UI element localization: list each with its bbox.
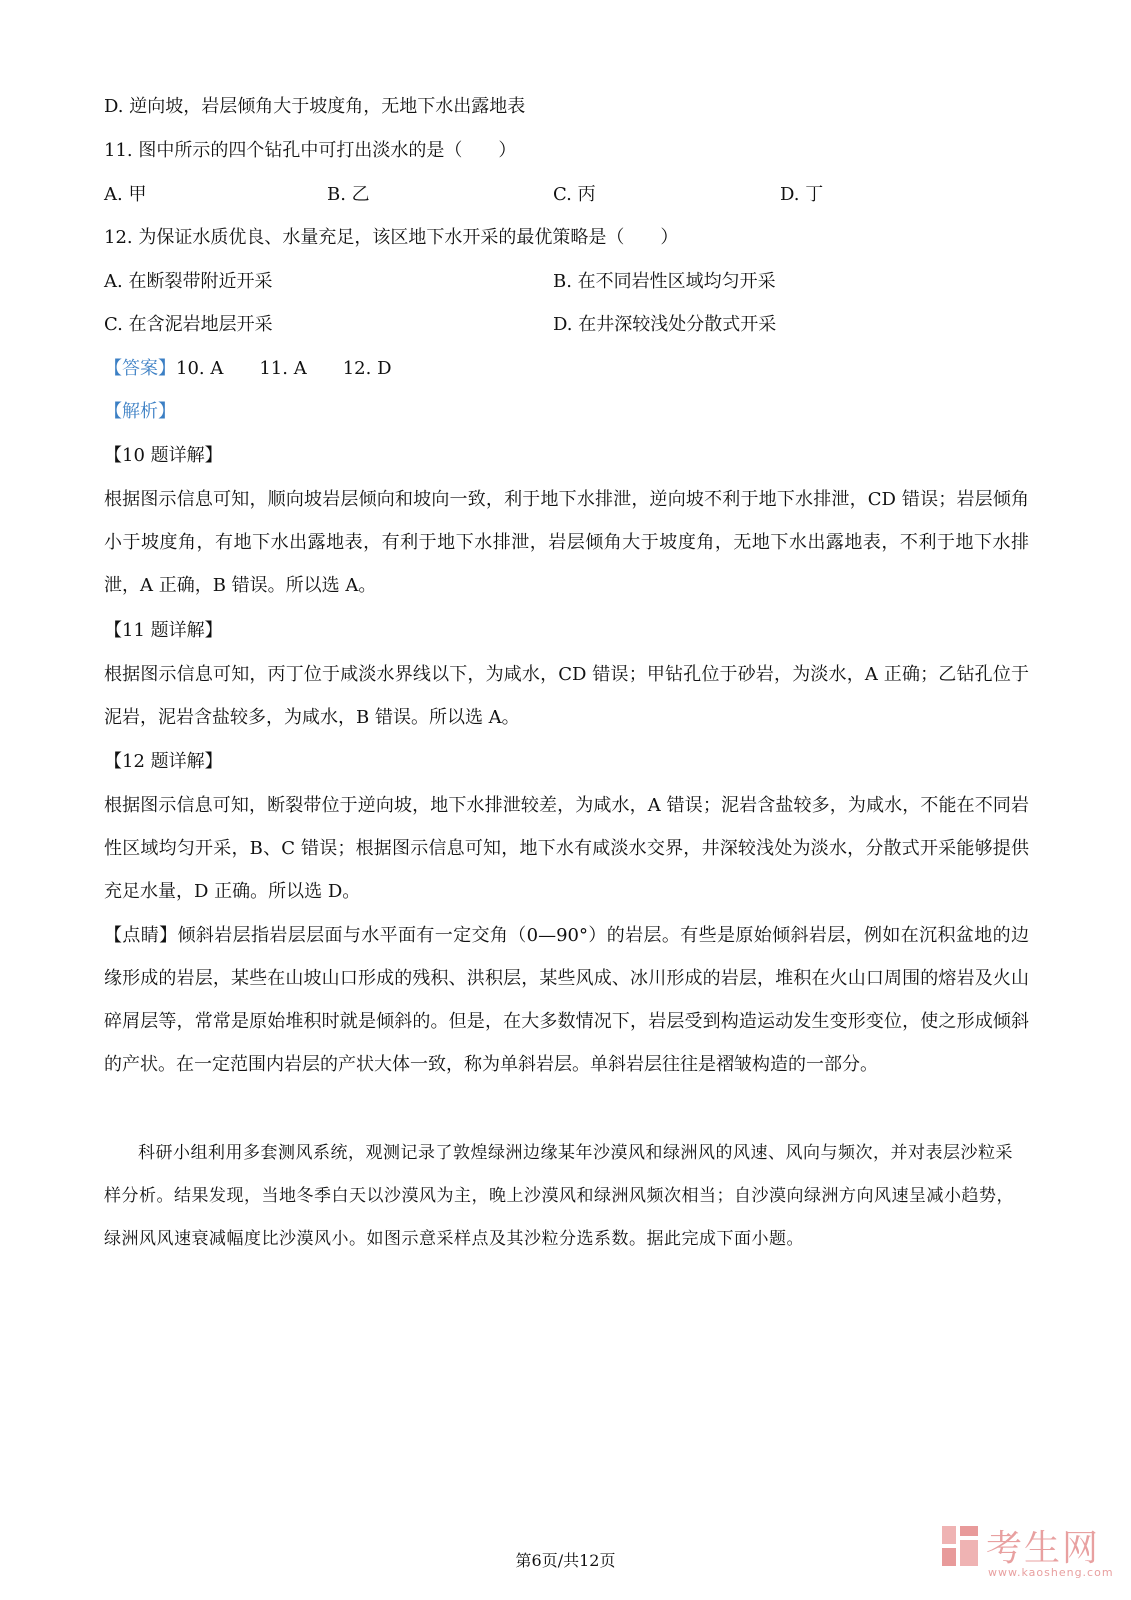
answer-item: 10. A <box>176 358 224 379</box>
q11-option-b: B. 乙 <box>327 184 370 205</box>
tip-label: 【点睛】 <box>104 925 178 946</box>
detail11-title: 【11 题详解】 <box>104 620 223 641</box>
q11-option-d: D. 丁 <box>780 184 824 205</box>
watermark-url: www.kaosheng.com <box>988 1566 1114 1579</box>
analysis-label: 【解析】 <box>104 401 176 422</box>
answer-line <box>104 357 392 381</box>
answer-item: 11. A <box>259 358 307 379</box>
q10-option-d: D. 逆向坡，岩层倾角大于坡度角，无地下水出露地表 <box>104 96 526 117</box>
watermark-text: 考生网 <box>986 1528 1101 1569</box>
q11-option-c: C. 丙 <box>553 184 596 205</box>
detail10-title: 【10 题详解】 <box>104 445 223 466</box>
watermark <box>940 1518 1114 1588</box>
q12-option-b: B. 在不同岩性区域均匀开采 <box>553 271 776 292</box>
tip-body: 倾斜岩层指岩层层面与水平面有一定交角（0—90°）的岩层。有些是原始倾斜岩层，例如在沉积盆地的边缘形成的岩层，某些在山坡山口形成的残积、洪积层，某些风成、冰川形成的岩层，堆积在火山口周围的熔岩及火山碎屑层等，常常是原始堆积时就是倾斜的。但是，在大多数情况下，岩层受到构造运动发生变形变位，使之形成倾斜的产状。在一定范围内岩层的产状大体一致，称为单斜岩层。单斜岩层往往是褶皱构造的一部分。 <box>104 925 1030 1075</box>
detail12-body: 根据图示信息可知，断裂带位于逆向坡，地下水排泄较差，为咸水，A 错误；泥岩含盐较多，为咸水，不能在不同岩性区域均匀开采，B、C 错误；根据图示信息可知，地下水有咸淡水交界，井深较浅处为淡水，分散式开采能够提供充足水量，D 正确。所以选 D。 <box>104 795 1029 902</box>
q12-stem: 12. 为保证水质优良、水量充足，该区地下水开采的最优策略是（ ） <box>104 227 679 248</box>
tip-paragraph <box>104 914 1029 1086</box>
q11-option-a: A. 甲 <box>104 184 147 205</box>
q12-option-d: D. 在井深较浅处分散式开采 <box>553 314 777 335</box>
passage: 科研小组利用多套测风系统，观测记录了敦煌绿洲边缘某年沙漠风和绿洲风的风速、风向与频次，并对表层沙粒采样分析。结果发现，当地冬季白天以沙漠风为主，晚上沙漠风和绿洲风频次相当；自沙漠向绿洲方向风速呈减小趋势，绿洲风风速衰减幅度比沙漠风小。如图示意采样点及其沙粒分选系数。据此完成下面小题。 <box>104 1143 1014 1249</box>
page-number: 第6页/共12页 <box>515 1551 616 1570</box>
q12-option-c: C. 在含泥岩地层开采 <box>104 314 273 335</box>
q11-stem: 11. 图中所示的四个钻孔中可打出淡水的是（ ） <box>104 140 517 161</box>
answer-label: 【答案】 <box>104 358 176 379</box>
watermark-logo-icon <box>940 1524 980 1568</box>
detail12-title: 【12 题详解】 <box>104 751 223 772</box>
detail10-body: 根据图示信息可知，顺向坡岩层倾向和坡向一致，利于地下水排泄，逆向坡不利于地下水排泄，CD 错误；岩层倾角小于坡度角，有地下水出露地表，有利于地下水排泄，岩层倾角大于坡度角，无地下水出露地表，不利于地下水排泄，A 正确，B 错误。所以选 A。 <box>104 489 1029 596</box>
q12-option-a: A. 在断裂带附近开采 <box>104 271 273 292</box>
detail11-body: 根据图示信息可知，丙丁位于咸淡水界线以下，为咸水，CD 错误；甲钻孔位于砂岩，为淡水，A 正确；乙钻孔位于泥岩，泥岩含盐较多，为咸水，B 错误。所以选 A。 <box>104 664 1029 728</box>
answer-item: 12. D <box>342 358 392 379</box>
